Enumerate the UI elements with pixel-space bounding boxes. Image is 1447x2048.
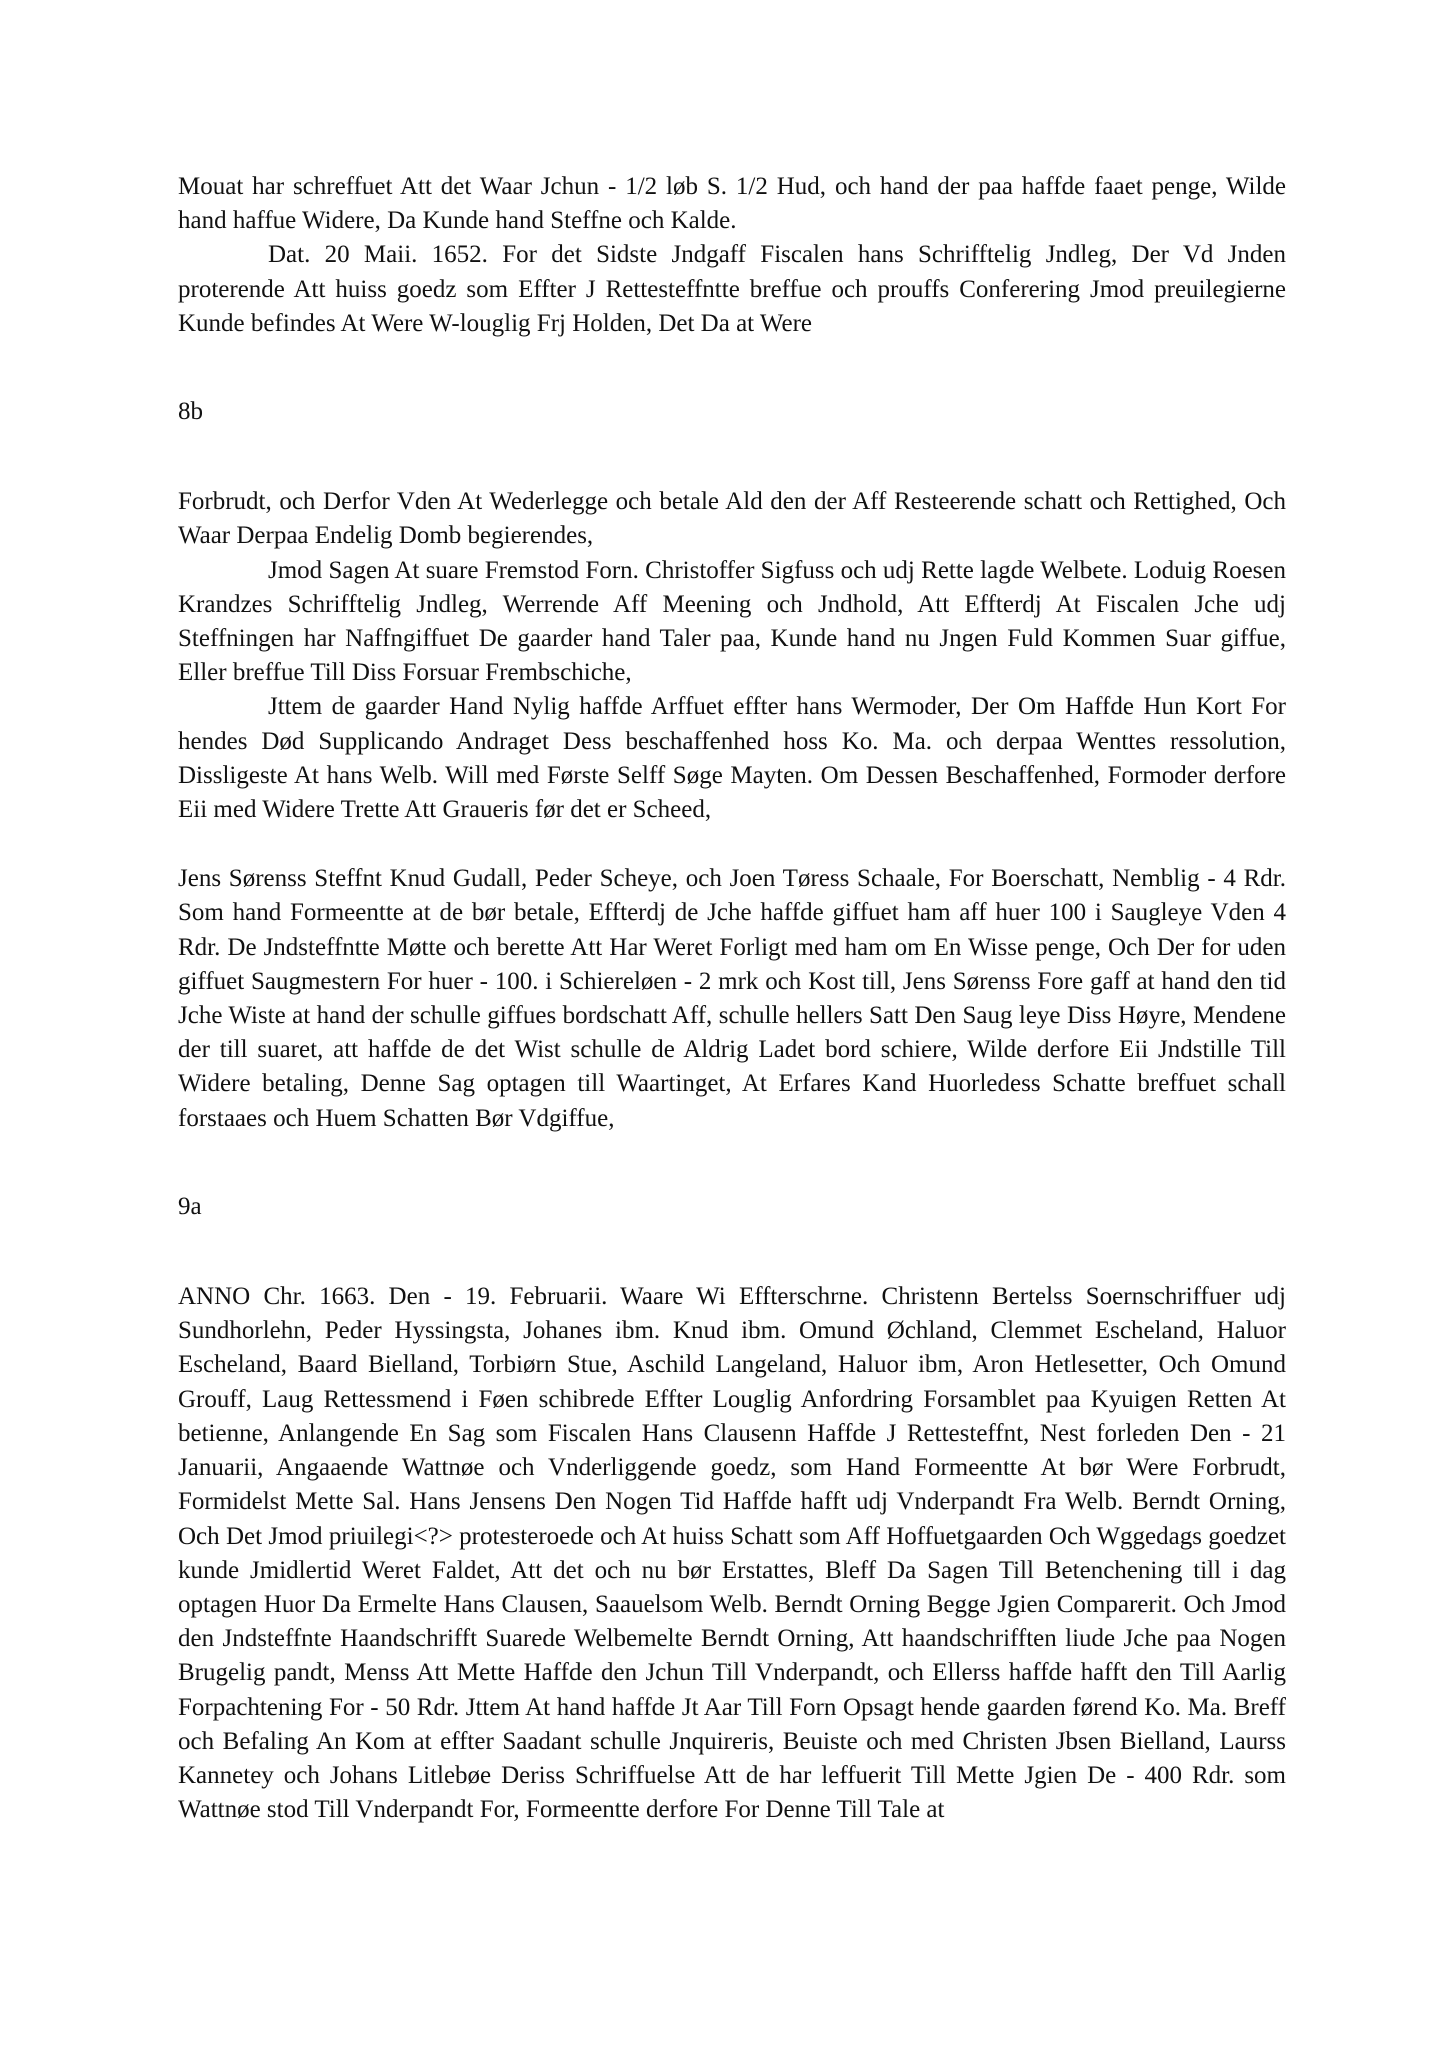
paragraph-jttem-gaarder: Jttem de gaarder Hand Nylig haffde Arffuet effter hans Wermoder, Der Om Haffde Hun Kort For hendes Død Supplicando Andraget Dess beschaffenhed hoss Ko. Ma. och derpaa Wenttes ressolution, Dissligeste At hans Welb. Will med Første Selff Søge Mayten. Om Dessen Beschaffenhed, Formoder derfore Eii med Widere Trette Att Graueris før det er Scheed, xyxy=(178,693,1286,824)
paragraph-mouat: Mouat har schreffuet Att det Waar Jchun - 1/2 løb S. 1/2 Hud, och hand der paa haffde faaet penge, Wilde hand haffue Widere, Da Kunde hand Steffne och Kalde. xyxy=(178,173,1286,235)
manuscript-transcription-page xyxy=(178,170,1286,1827)
paragraph-dat-1652: Dat. 20 Maii. 1652. For det Sidste Jndgaff Fiscalen hans Schrifftelig Jndleg, Der Vd Jnden proterende Att huiss goedz som Effter J Rettesteffntte breffue och prouffs Conferering Jmod preuilegierne Kunde befindes At Were W-louglig Frj Holden, Det Da at Were xyxy=(178,241,1286,337)
paragraph-anno-1663: ANNO Chr. 1663. Den - 19. Februarii. Waare Wi Effterschrne. Christenn Bertelss Soernschriffuer udj Sundhorlehn, Peder Hyssingsta, Johanes ibm. Knud ibm. Omund Øchland, Clemmet Escheland, Haluor Escheland, Baard Bielland, Torbiørn Stue, Aschild Langeland, Haluor ibm, Aron Hetlesetter, Och Omund Grouff, Laug Rettessmend i Føen schibrede Effter Louglig Anfordring Forsamblet paa Kyuigen Retten At betienne, Anlangende En Sag som Fiscalen Hans Clausenn Haffde J Rettesteffnt, Nest forleden Den - 21 Januarii, Angaaende Wattnøe och Vnderliggende goedz, som Hand Formeentte At bør Were Forbrudt, Formidelst Mette Sal. Hans Jensens Den Nogen Tid Haffde hafft udj Vnderpandt Fra Welb. Berndt Orning, Och Det Jmod priuilegi<?> protesteroede och At huiss Schatt som Aff Hoffuetgaarden Och Wggedags goedzet kunde Jmidlertid Weret Faldet, Att det och nu bør Erstattes, Bleff Da Sagen Till Betenchening till i dag optagen Huor Da Ermelte Hans Clausen, Saauelsom Welb. Berndt Orning Begge Jgien Comparerit. Och Jmod den Jndsteffnte Haandschrifft Suarede Welbemelte Berndt Orning, Att haandschrifften liude Jche paa Nogen Brugelig pandt, Menss Att Mette Haffde den Jchun Till Vnderpandt, och Ellerss haffde hafft den Till Aarlig Forpachtening For - 50 Rdr. Jttem At hand haffde Jt Aar Till Forn Opsagt hende gaarden førend Ko. Ma. Breff och Befaling An Kom at effter Saadant schulle Jnquireris, Beuiste och med Christen Jbsen Bielland, Laurss Kannetey och Johans Litlebøe Deriss Schriffuelse Att de har leffuerit Till Mette Jgien De - 400 Rdr. som Wattnøe stod Till Vnderpandt For, Formeentte derfore For Denne Till Tale at xyxy=(178,1283,1286,1824)
folio-marker-9a: 9a xyxy=(178,1192,202,1220)
paragraph-jmod-sagen: Jmod Sagen At suare Fremstod Forn. Christoffer Sigfuss och udj Rette lagde Welbete. Loduig Roesen Krandzes Schrifftelig Jndleg, Werrende Aff Meening och Jndhold, Att Effterdj At Fiscalen Jche udj Steffningen har Naffngiffuet De gaarder hand Taler paa, Kunde hand nu Jngen Fuld Kommen Suar giffue, Eller breffue Till Diss Forsuar Frembschiche, xyxy=(178,556,1286,687)
folio-marker-8b: 8b xyxy=(178,398,203,426)
paragraph-forbrudt: Forbrudt, och Derfor Vden At Wederlegge och betale Ald den der Aff Resteerende schatt och Rettighed, Och Waar Derpaa Endelig Domb begierendes, xyxy=(178,488,1286,550)
paragraph-jens-sorenss: Jens Sørenss Steffnt Knud Gudall, Peder Scheye, och Joen Tøress Schaale, For Boerschatt, Nemblig - 4 Rdr. Som hand Formeentte at de bør betale, Effterdj de Jche haffde giffuet ham aff huer 100 i Saugleye Vden 4 Rdr. De Jndsteffntte Møtte och berette Att Har Weret Forligt med ham om En Wisse penge, Och Der for uden giffuet Saugmestern For huer - 100. i Schiereløen - 2 mrk och Kost till, Jens Sørenss Fore gaff at hand den tid Jche Wiste at hand der schulle giffues bordschatt Aff, schulle hellers Satt Den Saug leye Diss Høyre, Mendene der till suaret, att haffde de det Wist schulle de Aldrig Ladet bord schiere, Wilde derfore Eii Jndstille Till Widere betaling, Denne Sag optagen till Waartinget, At Erfares Kand Huorledess Schatte breffuet schall forstaaes och Huem Schatten Bør Vdgiffue, xyxy=(178,865,1286,1132)
